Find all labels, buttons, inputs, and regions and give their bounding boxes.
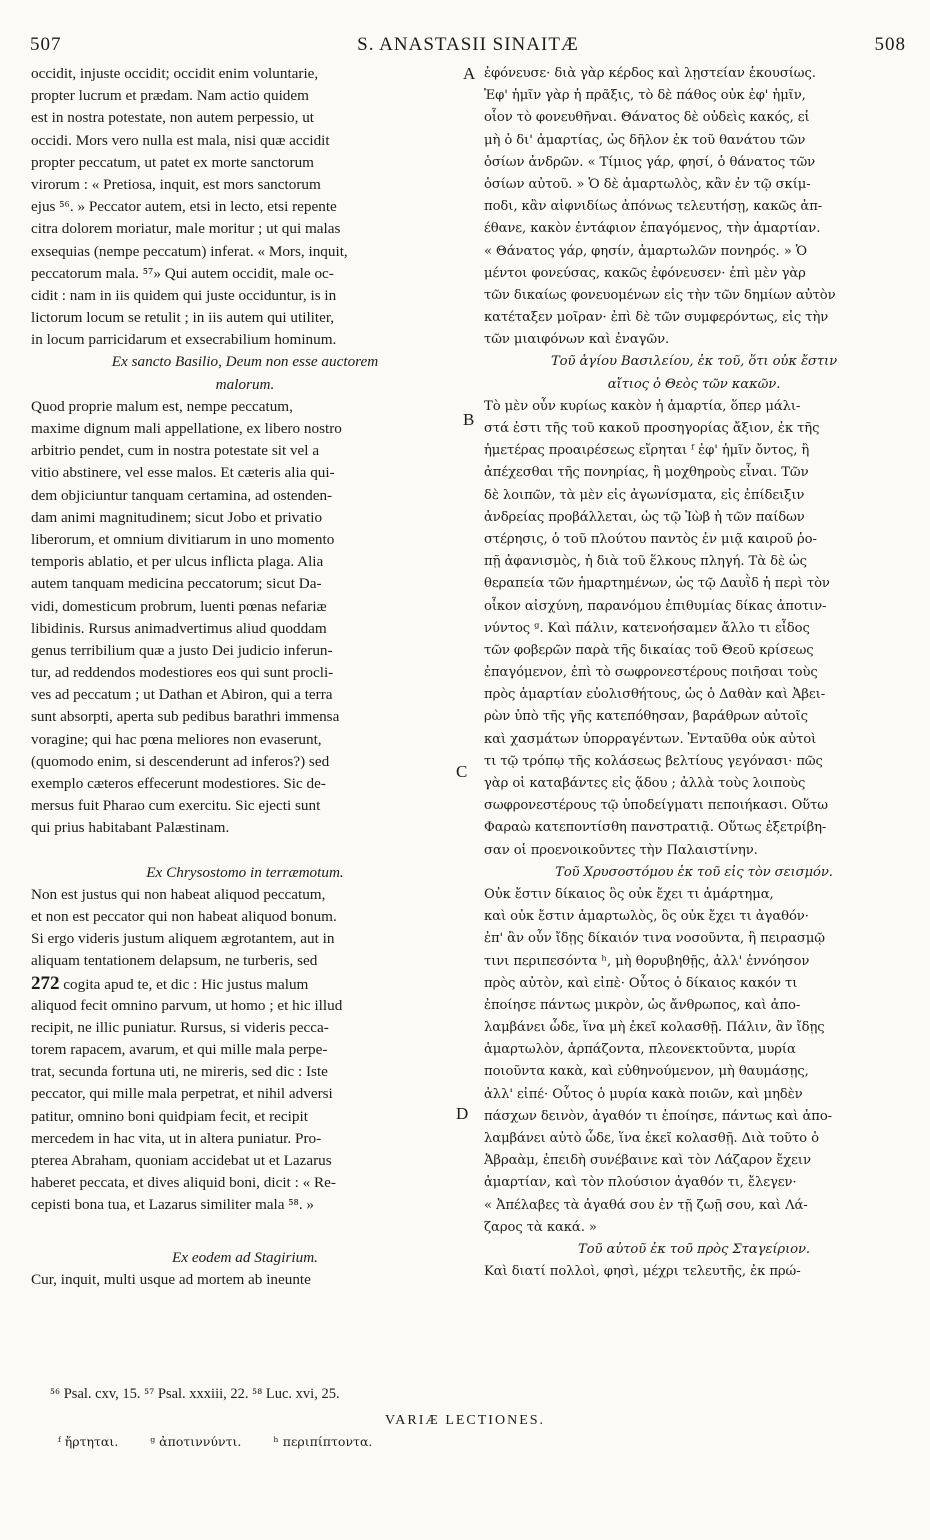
latin-line: cidit : nam in iis quidem qui juste occiduntur, is in (31, 286, 337, 304)
greek-line: ἡμετέρας προαιρέσεως εἴρηται ᶠ ἐφ' ἡμῖν ὄντος, ἢ (484, 443, 810, 459)
latin-line: ejus ⁵⁶. » Peccator autem, etsi in lecto, etsi repente (31, 198, 337, 216)
latin-line: ves ad peccatum ; ut Dathan et Abiron, qui a terra (31, 686, 333, 704)
latin-line: recipit, ne illic puniatur. Rursus, si videris pecca- (31, 1018, 329, 1036)
latin-line: exemplo cæteros effecerunt modestiores. Sic de- (31, 775, 326, 792)
latin-line: occidit, injuste occidit; occidit enim voluntarie, (31, 65, 319, 82)
page-number-right: 508 (874, 34, 906, 55)
latin-line: tur, ad reddendos modestiores eos qui sunt procli- (31, 664, 334, 682)
greek-line: πῇ ἀφανισμὸς, ἡ διὰ τοῦ ἕλκους πληγή. Τὰ δὲ ὡς (484, 554, 807, 570)
latin-line: est in nostra potestate, non autem perpessio, ut (31, 109, 315, 127)
greek-line: στά ἐστι τῆς τοῦ κακοῦ προσηγορίας ἄξιον, ἐκ τῆς (484, 421, 820, 436)
greek-line: Ἀβραὰμ, ἐπειδὴ συνέβαινε καὶ τὸν Λάζαρον ἔχειν (484, 1153, 811, 1169)
margin-marker-d: D (456, 1104, 469, 1123)
latin-line: et non est peccator qui non habeat aliquod bonum. (31, 907, 337, 925)
latin-line: patitur, omnino boni quidpiam fecit, et recipit (31, 1107, 308, 1125)
greek-line: ἐποίησε πάντως μικρὸν, ὡς ἄνθρωπος, καὶ ἀπο- (484, 997, 801, 1013)
greek-line: « Ἀπέλαβες τὰ ἀγαθά σου ἐν τῇ ζωῇ σου, καὶ Λά- (484, 1197, 808, 1213)
latin-line: in locum parricidarum et exsecrabilium hominum. (31, 331, 337, 349)
section-heading-basil-greek-cont: αἴτιος ὁ Θεὸς τῶν κακῶν. (607, 376, 781, 392)
latin-line: genus terribilium quæ a justo Dei judicio inferun- (31, 641, 333, 659)
latin-line: Non est justus qui non habeat aliquod peccatum, (31, 885, 326, 903)
greek-line: τινι περιπεσόντα ʰ, μὴ θορυβηθῇς, ἀλλ' ἐννόησον (484, 953, 810, 969)
greek-line: ἀλλ' εἰπέ· Οὗτος ὁ μυρία κακὰ ποιῶν, καὶ μηδὲν (484, 1086, 803, 1102)
latin-line: occidi. Mors vero nulla est mala, nisi quæ accidit (31, 131, 330, 149)
latin-line: virorum : « Pretiosa, inquit, est mors sanctorum (31, 175, 321, 193)
spacer (31, 1217, 459, 1247)
greek-line: σαν οἱ προενοικοῦντες τὴν Παλαιστίνην. (484, 842, 758, 858)
greek-line: γὰρ οἱ καταβάντες εἰς ᾅδου ; ἀλλὰ τοὺς λοιποὺς (484, 776, 806, 791)
latin-line: Quod proprie malum est, nempe peccatum, (31, 397, 293, 415)
greek-line: ὁσίων ἀνδρῶν. « Τίμιος γάρ, φησί, ὁ θάνατος τῶν (484, 154, 816, 170)
greek-line: ἁμαρτίαν, καὶ τὸν πλούσιον ἀγαθόν τι, ἔλεγεν· (484, 1175, 797, 1191)
latin-column (31, 63, 459, 1291)
greek-line: καὶ χασμάτων ὑπορραγέντων. Ἐνταῦθα οὐκ αὐτοὶ (484, 731, 817, 747)
greek-line: ἐφόνευσε· διὰ γὰρ κέρδος καὶ λῃστείαν ἑκουσίως. (484, 66, 816, 81)
greek-line: ρὼν ὑπὸ τῆς γῆς κατεπόθησαν, βαράθρων αὐτοῖς (484, 709, 808, 725)
greek-line: πάσχων δεινὸν, ἀγαθόν τι ἐποίησε, πάντως καὶ ἀπο- (484, 1108, 833, 1124)
greek-line: νύντος ᵍ. Καὶ πάλιν, κατενοήσαμεν ἄλλο τι εἶδος (484, 620, 810, 636)
latin-line: Si ergo videris justum aliquem ægrotantem, aut in (31, 930, 335, 948)
latin-line-with-column-number (31, 973, 459, 995)
greek-line: οἷον τὸ φονευθῆναι. Θάνατος δὲ οὐδεὶς κακός, εἰ (484, 110, 810, 126)
latin-line: dam animi magnitudinem; sicut Jobo et privatio (31, 508, 323, 526)
greek-line: Οὐκ ἔστιν δίκαιος ὃς οὐκ ἔχει τι ἁμάρτημα, (484, 886, 774, 902)
latin-line: liberorum, et omnium divitiarum in uno momento (31, 530, 335, 548)
latin-line: lictorum locum se retulit ; in iis autem qui utiliter, (31, 309, 335, 327)
section-heading-stagirius-greek: Τοῦ αὐτοῦ ἐκ τοῦ πρὸς Σταγείριον. (577, 1241, 811, 1257)
latin-line: arbitrio pendet, cum in nostra potestate sit vel a (31, 442, 320, 460)
latin-line: voragine; qui hac pœna meliores non evaserunt, (31, 730, 322, 748)
section-heading-chrysostom-greek: Τοῦ Χρυσοστόμου ἐκ τοῦ εἰς τὸν σεισμόν. (555, 864, 833, 880)
section-heading-basil-latin: Ex sancto Basilio, Deum non esse auctorem (111, 353, 379, 371)
latin-line: qui prius habitabant Palæstinam. (31, 819, 230, 837)
greek-line: έθανε, κακὸν ἐντάφιον ἐπαγόμενος, τὴν ἁμαρτίαν. (484, 221, 821, 237)
greek-line: ζαρος τὰ κακά. » (484, 1219, 597, 1235)
margin-marker-c: C (456, 762, 468, 781)
greek-line: τῶν φοβερῶν παρὰ τῆς δικαίας τοῦ Θεοῦ κρίσεως (484, 642, 814, 658)
variant-g: ᵍ ἀποτιννύντι. (150, 1434, 242, 1449)
greek-line: μέντοι φονεύσας, κακῶς ἐφόνευσεν· ἐπὶ μὲν γὰρ (484, 265, 806, 281)
greek-line: Τὸ μὲν οὖν κυρίως κακὸν ἡ ἁμαρτία, ὅπερ μάλι- (484, 398, 801, 414)
margin-marker-b: B (463, 410, 475, 429)
latin-line: sunt absorpti, aperta sub pedibus barathri immensa (31, 708, 340, 726)
variae-lectiones-title: VARIÆ LECTIONES. (384, 1413, 546, 1428)
running-title: S. ANASTASII SINAITÆ (357, 34, 579, 55)
greek-line: τι τῷ τρόπῳ τῆς κολάσεως βελτίους γεγόνασι· πῶς (484, 753, 823, 769)
greek-line: ἀπέχεσθαι τῆς πονηρίας, ἢ μοχθηροὺς εἶναι. Τῶν (484, 465, 809, 481)
latin-line: temporis ablatio, et per ulcus inflicta plaga. Alia (31, 553, 324, 571)
greek-line: ἀνδρείας προβάλλεται, ὡς τῷ Ἰὼβ ἡ τῶν παίδων (484, 509, 805, 525)
variant-h: ʰ περιπίπτοντα. (273, 1434, 373, 1449)
latin-line: vitio abstinere, vel esse malos. Et cæteris alia qui- (31, 464, 335, 482)
latin-line: (quomodo enim, si descenderunt ad inferos?) sed (31, 752, 330, 770)
latin-line: exsequias (nempe peccatum) inferat. « Mors, inquit, (31, 242, 348, 260)
running-header (30, 34, 906, 58)
greek-line: ποιοῦντα κακὰ, καὶ εὐθηνούμενον, μὴ θαυμάσῃς, (484, 1064, 809, 1080)
latin-line: mercedem in hac vita, ut in altera puniatur. Pro- (31, 1129, 322, 1147)
section-heading-basil-greek: Τοῦ ἁγίου Βασιλείου, ἐκ τοῦ, ὅτι οὐκ ἔστιν (550, 354, 838, 370)
greek-line: πρὸς αὐτὸν, καὶ εἰπὲ· Οὗτος ὁ δίκαιος κακόν τι (484, 975, 798, 991)
greek-line: σωφρονεστέρους τῷ ὑποδείγματι πεποιήκασι. Οὕτω (484, 798, 828, 814)
latin-line: aliquod fecit omnino parvum, ut homo ; et hic illud (31, 996, 343, 1014)
greek-line: κατέταξεν μοῖραν· ἐπὶ δὲ τῶν συμφερόντως, εἰς τὴν (484, 310, 829, 326)
section-heading-stagirius-latin: Ex eodem ad Stagirium. (172, 1248, 318, 1266)
latin-line: aliquam tentationem delapsum, ne turberis, sed (31, 952, 318, 970)
greek-line: μὴ ὁ δι' ἁμαρτίας, ὡς δῆλον ἐκ τοῦ θανάτου τῶν (484, 132, 806, 148)
greek-line: πρὸς ἁμαρτίαν εὐολισθήτους, ὡς ὁ Δαθὰν καὶ Ἀβει- (484, 687, 826, 703)
greek-line: ἐπ' ἂν οὖν ἴδῃς δίκαιόν τινα νοσοῦντα, ἢ πειρασμῷ (484, 931, 825, 947)
margin-marker-a: A (463, 64, 476, 83)
variae-lectiones (58, 1434, 400, 1449)
latin-line: dem objiciuntur tanquam certamina, ad ostenden- (31, 486, 333, 504)
latin-line: torem rapacem, avarum, et qui mille mala perpe- (31, 1041, 328, 1059)
column-number: 272 (31, 972, 60, 994)
latin-line: Cur, inquit, multi usque ad mortem ab ineunte (31, 1270, 311, 1288)
latin-line: libidinis. Rursus animadvertimus aliud quoddam (31, 619, 327, 637)
greek-line: λαμβάνει αὐτὸ ὧδε, ἵνα ἐκεῖ κολασθῇ. Διὰ τοῦτο ὁ (484, 1131, 819, 1146)
variant-f: ᶠ ἤρτηται. (58, 1434, 119, 1449)
latin-line: propter peccatum, ut patet ex morte sanctorum (31, 153, 314, 171)
footnotes: ⁵⁶ Psal. cxv, 15. ⁵⁷ Psal. xxxiii, 22. ⁵⁸ Luc. xvi, 25. (50, 1386, 340, 1402)
greek-line: « Θάνατος γάρ, φησίν, ἁμαρτωλῶν πονηρός. » Ὁ (484, 243, 808, 259)
greek-line: δὲ λοιπῶν, τὰ μὲν εἰς ἀγωνίσματα, εἰς ἐπίδειξιν (484, 487, 805, 503)
greek-line: ποδι, κἂν αἰφνιδίως ἀπόνως τελευτήσῃ, κακῶς ἀπ- (484, 199, 823, 215)
section-heading-chrysostom-latin: Ex Chrysostomo in terræmotum. (146, 863, 344, 881)
greek-line: Καὶ διατί πολλοὶ, φησὶ, μέχρι τελευτῆς, ἐκ πρώ- (484, 1264, 801, 1280)
latin-line: citra dolorem moriatur, male moritur ; ut qui malas (31, 220, 341, 238)
latin-line: mersus fuit Pharao cum exercitu. Sic ejecti sunt (31, 797, 321, 815)
greek-line: Φαραὼ κατεποντίσθη πανστρατιᾷ. Οὕτως ἐξετρίβη- (484, 820, 827, 836)
greek-line: θεραπεία τῶν ἡμαρτημένων, ὡς τῷ Δαυῒδ ἡ περὶ τὸν (484, 576, 830, 592)
latin-line: vidi, domesticum probrum, luenti pœnas nefariæ (31, 597, 327, 615)
section-heading-basil-latin-cont: malorum. (215, 375, 275, 393)
latin-line: pterea Abraham, quoniam accidebat ut et Lazarus (31, 1152, 332, 1169)
latin-line: peccator, qui mille mala perpetrat, et nihil adversi (31, 1085, 333, 1103)
page-number-left: 507 (30, 34, 62, 55)
greek-line: ὁσίων αὐτοῦ. » Ὁ δὲ ἁμαρτωλὸς, κἂν ἐν τῷ σκίμ- (484, 176, 811, 192)
greek-line: ἐπαγόμενον, ἐπὶ τὸ σωφρονεστέρους ποιῆσαι τοὺς (484, 665, 818, 681)
latin-line: propter lucrum et prædam. Nam actio quidem (31, 87, 309, 105)
greek-line: στέρησις, ὁ τοῦ πλούτου παντὸς ἐν μιᾷ καιροῦ ῥο- (484, 531, 817, 547)
latin-line: cepisti bona tua, et Lazarus similiter mala ⁵⁸. » (31, 1196, 315, 1214)
latin-line: trat, secunda fortuna uti, ne mireris, sed dic : Iste (31, 1063, 328, 1081)
greek-line: Ἐφ' ἡμῖν γὰρ ἡ πρᾶξις, τὸ δὲ πάθος οὐκ ἐφ' ἡμῖν, (484, 88, 806, 104)
latin-line: maxime dignum mali appellatione, ex libero nostro (31, 420, 342, 437)
latin-line: haberet peccata, et dives aliquid boni, dicit : « Re- (31, 1174, 336, 1192)
greek-line: λαμβάνει ὧδε, ἵνα μὴ ἐκεῖ κολασθῇ. Πάλιν, ἂν ἴδῃς (484, 1020, 825, 1036)
greek-line: καὶ οὐκ ἔστιν ἁμαρτωλὸς, ὃς οὐκ ἔχει τι ἀγαθόν· (484, 909, 809, 925)
greek-line: τῶν μιαιφόνων καὶ ἐναγῶν. (484, 332, 670, 348)
greek-line: οἶκον αἰσχύνη, παρανόμου ἐπιθυμίας δίκας ἀποτιν- (484, 598, 827, 614)
spacer (31, 840, 459, 862)
greek-column (484, 63, 904, 1283)
greek-line: ἁμαρτωλὸν, ἁρπάζοντα, πλεονεκτοῦντα, μυρία (484, 1042, 796, 1058)
latin-line-text: cogita apud te, et dic : Hic justus malum (63, 975, 309, 993)
greek-line: τῶν δικαίως φονευομένων εἰς τὴν τῶν δημίων αὐτὸν (484, 287, 836, 303)
latin-line: autem tanquam medicina peccatorum; sicut Da- (31, 575, 322, 593)
latin-line: peccatorum mala. ⁵⁷» Qui autem occidit, male oc- (31, 264, 334, 282)
